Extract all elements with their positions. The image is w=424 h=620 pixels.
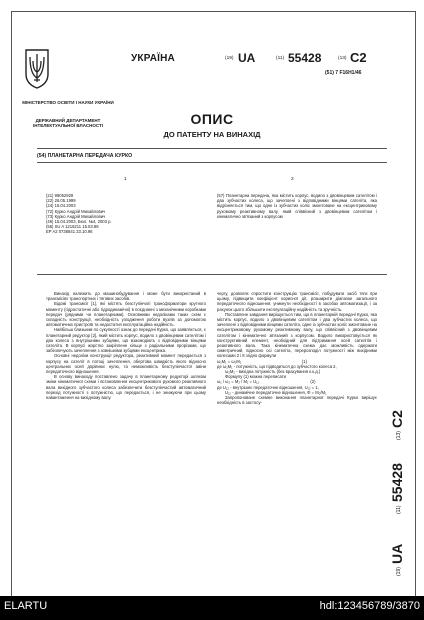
side-inid-19: (19) — [396, 567, 402, 576]
side-inid-11: (11) — [396, 505, 402, 514]
abstract: (57) Планетарна передача, яка містить корпус, водило з двовінцевим сателітом і два зубчастих колеса, що зачеплені з відповідними вінцями сателіта, яка відрізняється тим, що одне із зубчастих коліс змонтоване на ексцентриковому рухомому реактивному валу, який співвісний з двовінцевим сателітом і кінематично зв'язаний з корпусом — [217, 193, 377, 219]
document-title: ОПИС — [190, 111, 234, 127]
repository-name: ELARTU — [4, 600, 48, 612]
biblio-line: (24) 15.04.2003 — [46, 203, 76, 209]
divider — [37, 274, 387, 275]
country-code: UA — [238, 51, 256, 65]
inid-13: (13) — [338, 56, 347, 61]
document-subtitle: ДО ПАТЕНТУ НА ВИНАХІД — [163, 130, 261, 139]
invention-title: (54) ПЛАНЕТАРНА ПЕРЕДАЧА КУРКО — [37, 153, 133, 159]
column-number-2: 2 — [291, 177, 294, 182]
side-patent-identifier — [383, 290, 409, 590]
side-patent-number: 55428 — [389, 463, 405, 502]
paragraph: Формулу (1) можна переписати — [225, 374, 286, 380]
biblio-line: EP A2 0736841 23.10.96 — [46, 229, 93, 235]
inid-19: (19) — [225, 56, 234, 61]
paragraph: Основні недоліки конструкції редуктора, реактивний момент передається з корпусу на сателіт в потоці зачеплення, обертова швидкість якого відносно центральних осей дорівнює нулю, та неможливість безступінчастої зміни передаточного відношення. — [46, 353, 206, 375]
paragraph: В основу винаходу поставлено задачу в планетарному редукторі шляхом зміни кінематичної схеми і встановлення ексцентрикового рухомого реактивного вала вихідного зубчастого колеса забезпечити безступінчастий автоматичний перехід потужності з потужністю, що передається, і не знижуючи при цьому навантаження на вихідному валу. — [46, 374, 206, 401]
paragraph: Відомі трансмісії [1], які містять безступінчаті трансформатори крутного моменту (гідростатичні або гідродинамічні) в поєднанні з механічними коробками передач (рядними чи планетарними). Основними недоліками таких схем є складність конструкції, необхідність узгодження роботи вузлів за допомогою автоматичних пристроїв та недостатня експлуатаційна надійність. — [46, 301, 206, 328]
biblio-line: (73) Курко Андрій Михайлович — [46, 213, 106, 219]
side-kind-code: C2 — [389, 410, 405, 428]
inid-11: (11) — [276, 56, 285, 61]
handle-identifier[interactable]: hdl:123456789/3870 — [319, 600, 420, 612]
biblio-line: (56) SU A 1216211 15.03.86 — [46, 224, 99, 230]
paragraph: Винахід належить до машинобудування і може бути використаний в трансмісіях транспортних і тягових засобів. — [46, 291, 206, 302]
divider — [37, 148, 387, 149]
formula: ω₁M₁ = ω₂M₂ (1) — [217, 358, 307, 364]
ministry-name: МІНІСТЕРСТВО ОСВІТИ І НАУКИ УКРАЇНИ — [22, 100, 114, 105]
paragraph: чергу, дозволяє спростити конструкцію трансмісії, побудувати засіб тяги при цьому, підвищити коефіцієнт корисної дії, розширити діапазон загального передаточного відношення, уникнути необхідності в засобах автоматизації, і за рахунок цього збільшити експлуатаційну надійність та зручність. — [217, 291, 377, 312]
side-country-code: UA — [389, 543, 405, 564]
ipc-classification: (51) 7 F16H1/46 — [325, 70, 362, 76]
column-number-1: 1 — [124, 177, 127, 182]
ukraine-emblem-icon — [24, 48, 50, 90]
paragraph: Запропоноване схемне виконання планетарної передачі Курко вирішує необхідність в застосу- — [217, 395, 377, 406]
paragraph: Поставлене завдання вирішується тим, що в планетарній передачі Курко, яка містить корпус, водило з двовінцевим сателітом і два зубчастих колеса, що зачеплені з відповідними вінцями сателіта, одне із зубчастих коліс змонтоване на ексцентриковому рухомому реактивному валу, що співвісний з двовінцевим сателітом і кінематично зв'язаний з корпусом. Водило використовується як конструктивний елемент, необхідний для підтримання осей сателітів і реактивного вала. Така кінематична схема дає можливість одержати симетричний, відносно осі сателіта, перерозподіл потужності між вихідними колесами 2 і 8 згідно формули — [217, 311, 377, 359]
biblio-line: (46) 15.04.2003, Бюл. №4, 2003 р. — [46, 219, 112, 225]
patent-number: 55428 — [288, 51, 322, 65]
paragraph: U₁₂ - динамічне передаточне відношення, Φ = M₂/M₁ — [225, 389, 327, 395]
divider — [37, 162, 387, 163]
country-name: УКРАЇНА — [131, 53, 175, 64]
bibliographic-data — [46, 193, 206, 235]
formula: ω₁ / ω₂ = M₂ / M₁ = U₁₂ (2) — [217, 379, 316, 385]
description-column-2 — [217, 291, 377, 405]
paragraph: де ω₁M₁ - потужність, що підводиться до зубчастого колеса 2, — [217, 363, 337, 369]
biblio-line: (72) Курко Андрій Михайлович — [46, 208, 106, 214]
description-column-1 — [46, 291, 206, 400]
biblio-line: (22) 26.05.1999 — [46, 198, 76, 204]
side-inid-13: (13) — [396, 431, 402, 440]
paragraph: ω₂M₂ - вихідна потужність (без врахування к.к.д.) — [225, 369, 321, 375]
department-name: ДЕРЖАВНИЙ ДЕПАРТАМЕНТ ІНТЕЛЕКТУАЛЬНОЇ ВЛАСНОСТІ — [33, 118, 103, 129]
paragraph: де U₁₂ - внутрішнє передаточне відношення, U₁₂ = 1, — [217, 384, 319, 390]
biblio-line: (21) 99052929 — [46, 193, 74, 198]
paragraph: Найбільш близьким по сукупності ознак до передачі Курко, що заявляється, є планетарний редуктор [2], який містить корпус, водило з двовінцевим сателітом і два колеса з внутрішніми зубцями, що взаємодіють з відповідними вінцями сателіта. В корпусі жорстко закріплене кільце з радіальними прорізами, що забезпечують зачеплення з зовнішніми зубцями ексцентрика. — [46, 327, 206, 354]
kind-code: C2 — [350, 50, 367, 65]
footer-bar — [0, 596, 424, 620]
